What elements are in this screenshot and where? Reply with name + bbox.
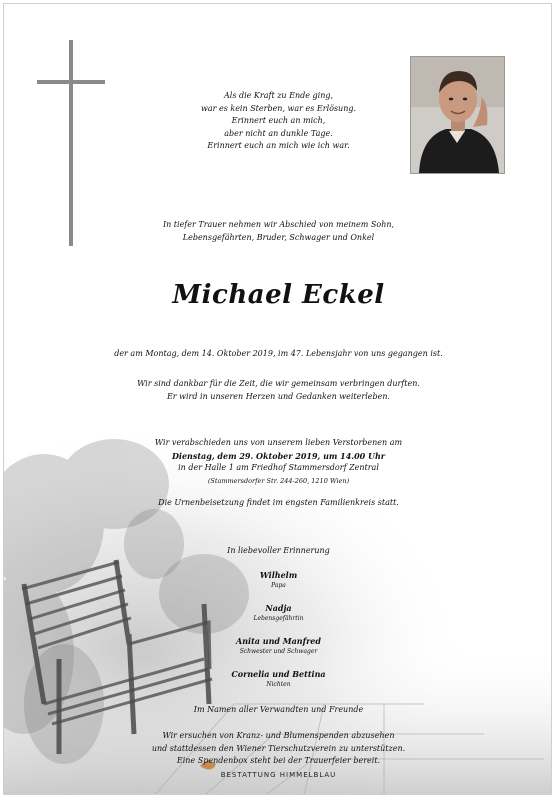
urn-notice: Die Urnenbeisetzung findet im engsten Familienkreis statt. [158, 498, 399, 507]
intro-line: Lebensgefährten, Bruder, Schwager und Onkel [182, 232, 375, 242]
farewell-details [4, 437, 552, 487]
poem [4, 90, 552, 153]
mourner-name: Wilhelm [259, 570, 298, 580]
poem-line: Als die Kraft zu Ende ging, [223, 91, 334, 100]
thanks-line: Wir sind dankbar für die Zeit, die wir gemeinsam verbringen durften. [137, 379, 420, 388]
thanks-text [4, 378, 552, 403]
poem-line: aber nicht an dunkle Tage. [224, 128, 333, 138]
request-line: Wir ersuchen von Kranz- und Blumenspenden abzusehen [162, 731, 395, 740]
mourner-name: Cornelia und Bettina [231, 669, 326, 679]
poem-line: Erinnert euch an mich, [231, 116, 326, 126]
donation-request [4, 730, 552, 768]
mourner-relation: Lebensgefährtin [253, 615, 304, 622]
mourner-entry [4, 636, 552, 656]
mourner-relation: Papa [271, 582, 286, 589]
mourner-entry [4, 669, 552, 689]
obituary-card [3, 3, 552, 795]
poem-line: war es kein Sterben, war es Erlösung. [200, 103, 357, 113]
undertaker-name: BESTATTUNG HIMMELBLAU [220, 771, 337, 779]
mourner-name: Nadja [265, 603, 292, 613]
farewell-address: (Stammersdorfer Str. 244-260, 1210 Wien) [207, 476, 350, 485]
poem-line: Erinnert euch an mich wie ich war. [207, 141, 350, 151]
deceased-name: Michael Eckel [172, 280, 385, 310]
mourner-entry [4, 603, 552, 623]
intro-text [4, 219, 552, 244]
farewell-date-time: Dienstag, dem 29. Oktober 2019, um 14.00 Uhr [171, 450, 386, 461]
others-line: Im Namen aller Verwandten und Freunde [193, 705, 364, 714]
thanks-line: Er wird in unseren Herzen und Gedanken weiterleben. [166, 391, 391, 401]
request-line: und stattdessen den Wiener Tierschutzverein zu unterstützen. [151, 743, 406, 753]
memory-heading: In liebevoller Erinnerung [227, 546, 330, 555]
mourner-relation: Nichten [266, 681, 291, 688]
death-notice: der am Montag, dem 14. Oktober 2019, im 47. Lebensjahr von uns gegangen ist. [114, 349, 443, 358]
intro-line: In tiefer Trauer nehmen wir Abschied von meinem Sohn, [162, 220, 395, 229]
farewell-location: in der Halle 1 am Friedhof Stammersdorf Zentral [178, 463, 379, 473]
request-line: Eine Spendenbox steht bei der Trauerfeier bereit. [176, 756, 381, 766]
mourner-name: Anita und Manfred [236, 636, 321, 646]
farewell-intro: Wir verabschieden uns von unserem lieben Verstorbenen am [154, 438, 403, 447]
mourner-entry [4, 570, 552, 590]
cross-icon-bar [37, 80, 105, 84]
mourner-relation: Schwester und Schwager [239, 648, 318, 655]
